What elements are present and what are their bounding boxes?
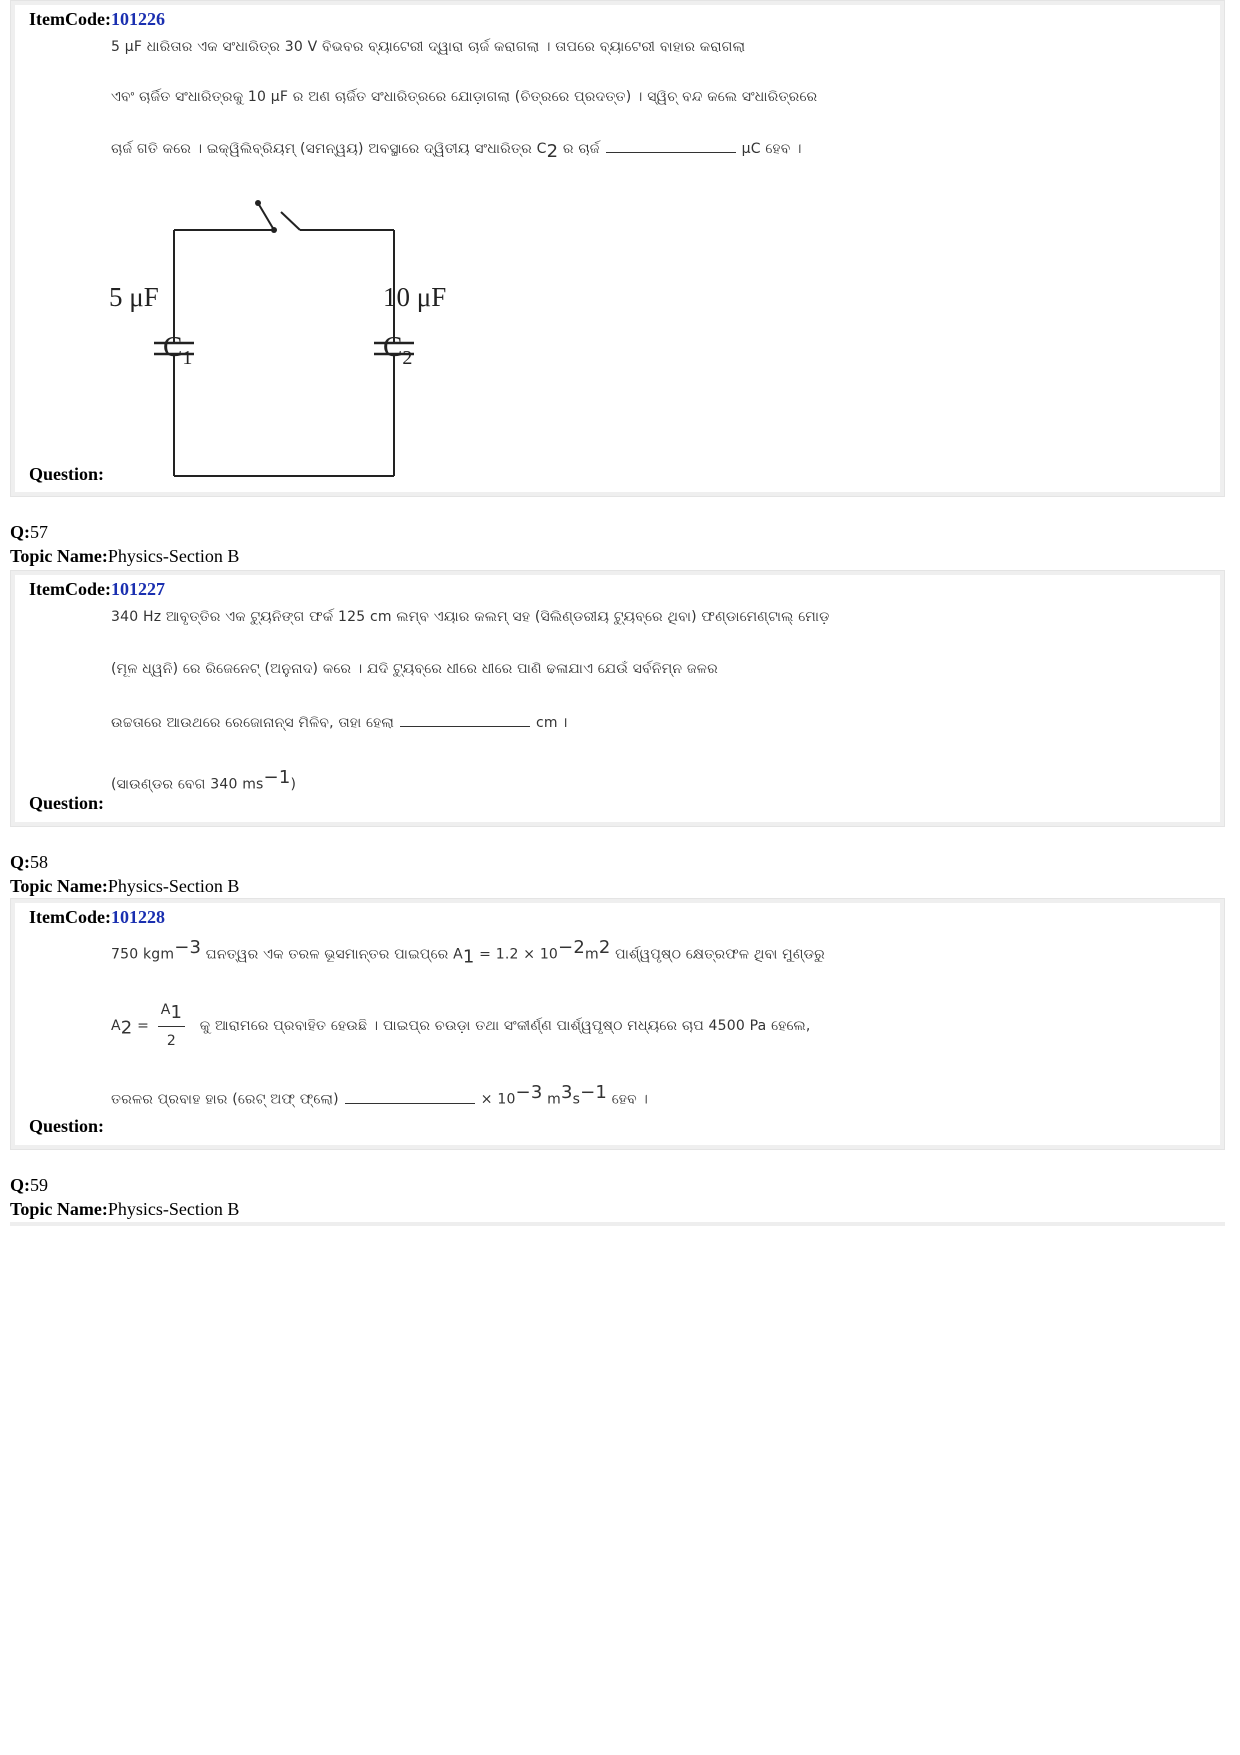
question-line-1 <box>111 937 1226 967</box>
topic-label: Topic Name: <box>10 1199 108 1219</box>
question-box-q58 <box>10 898 1225 1150</box>
item-code <box>29 579 165 600</box>
line3-text-c: μC ହେବ । <box>741 141 802 158</box>
line3-text-a: ଉଚ୍ଚତାରେ ଆଉଥରେ ରେଜୋନାନ୍ସ ମିଳିବ, ତାହା ହେଲା <box>111 715 395 731</box>
q-label: Q: <box>10 522 30 542</box>
c2-value: 10 μF <box>383 282 447 312</box>
switch-pivot <box>255 200 261 206</box>
circuit-diagram <box>101 196 501 486</box>
question-line-2: ଏବଂ ଚାର୍ଜିତ ସଂଧାରିତ୍ରକୁ 10 μF ର ଅଣ ଚାର୍ଜିତ ସଂଧାରିତ୍ରରେ ଯୋଡ଼ାଗଲା (ଚିତ୍ରରେ ପ୍ରଦତ୍ତ) । ସ୍ୱିଚ୍ ବନ୍ଦ କଲେ ସଂଧାରିତ୍ରରେ <box>111 89 818 105</box>
q-label: Q: <box>10 852 30 872</box>
line1-sup3: 2 <box>598 937 611 958</box>
line2-lhs-sub: 2 <box>120 1017 133 1039</box>
topic-label: Topic Name: <box>10 546 108 566</box>
equals-sign: = <box>137 1017 154 1034</box>
question-number <box>10 1175 48 1196</box>
line3-text-d: s <box>572 1091 581 1108</box>
question-label: Question: <box>29 464 105 484</box>
line1-text-a: 750 kgm <box>111 946 175 963</box>
item-code-value: 101226 <box>110 9 165 29</box>
line4-sup: −1 <box>263 767 291 788</box>
question-line-2: (ମୂଳ ଧ୍ୱନି) ରେ ରିଜେନେଟ୍ (ଅନୁନାଦ) କରେ । ଯଦି ଟ୍ୟୁବ୍‌ରେ ଧୀରେ ଧୀରେ ପାଣି ଢଳାଯାଏ ଯେଉଁ ସର୍ବନିମ୍ନ ଜଳର <box>111 661 718 677</box>
fraction-denominator: 2 <box>166 1032 176 1049</box>
topic-name <box>10 876 239 897</box>
c2-name-sub: 2 <box>402 347 413 369</box>
c1-name-sub: 1 <box>182 347 193 369</box>
question-label: Question: <box>29 793 105 813</box>
item-code-label: ItemCode: <box>29 907 111 927</box>
item-code-value: 101227 <box>110 579 165 599</box>
q-label: Q: <box>10 1175 30 1195</box>
line1-text-d: m <box>584 946 599 963</box>
q-number: 57 <box>30 522 48 542</box>
question-line-1: 5 μF ଧାରିତାର ଏକ ସଂଧାରିତ୍ର 30 V ବିଭବର ବ୍ୟାଟେରୀ ଦ୍ୱାରା ଚାର୍ଜ କରାଗଲା । ତାପରେ ବ୍ୟାଟେରୀ ବାହାର କରାଗଲା <box>111 39 746 55</box>
answer-blank <box>606 152 736 153</box>
question-line-2 <box>111 997 1226 1055</box>
fraction <box>158 997 185 1055</box>
fraction-numerator <box>158 997 185 1027</box>
divider <box>10 1222 1225 1226</box>
line3-text-b: ର ଚାର୍ଜ <box>558 141 600 158</box>
question-line-4 <box>111 767 1226 793</box>
question-box-q57 <box>10 570 1225 827</box>
line3-sup3: −1 <box>580 1082 608 1103</box>
question-line-3 <box>111 141 1226 162</box>
line3-sub: 2 <box>546 141 559 162</box>
question-line-1: 340 Hz ଆବୃତ୍ତିର ଏକ ଟ୍ୟୁନିଙ୍ଗ ଫର୍କ 125 cm ଲମ୍ବ ଏୟାର କଲମ୍ ସହ (ସିଲିଣ୍ଡରୀୟ ଟ୍ୟୁବ୍‌ରେ ଥିବା) ଫଣ୍ଡାମେଣ୍ଟାଲ୍ ମୋଡ଼ <box>111 609 830 625</box>
line1-sub: 1 <box>462 946 475 968</box>
item-code <box>29 907 165 928</box>
numerator-letter: A <box>160 1002 171 1018</box>
item-code-label: ItemCode: <box>29 579 111 599</box>
line3-text-e: ହେବ । <box>607 1091 649 1108</box>
switch-lever <box>258 203 274 230</box>
line3-text-a: ଚାର୍ଜ ଗତି କରେ । ଇକ୍ୱିଲିବ୍ରିୟମ୍ (ସମନ୍ୱୟ) ଅବସ୍ଥାରେ ଦ୍ୱିତୀୟ ସଂଧାରିତ୍ର C <box>111 141 547 158</box>
topic-label: Topic Name: <box>10 876 108 896</box>
line1-sup2: −2 <box>558 937 585 958</box>
c1-name-letter: C <box>163 331 183 363</box>
line1-text-c: = 1.2 × 10 <box>474 946 559 963</box>
c2-name-letter: C <box>383 331 403 363</box>
item-code-label: ItemCode: <box>29 9 111 29</box>
question-number <box>10 852 48 873</box>
line4-text-a: (ସାଉଣ୍ଡର ବେଗ 340 ms <box>111 776 264 793</box>
line4-text-b: ) <box>290 776 297 793</box>
c1-name <box>163 331 192 369</box>
line1-text-b: ଘନତ୍ୱର ଏକ ତରଳ ଭୂସମାନ୍ତର ପାଇପ୍‌ରେ A <box>201 946 463 963</box>
answer-blank <box>400 726 530 727</box>
question-label: Question: <box>29 1116 105 1136</box>
line3-text-b: × 10 <box>480 1091 516 1108</box>
line3-text-c: m <box>542 1091 561 1108</box>
line2-text-b: କୁ ଆରାମରେ ପ୍ରବାହିତ ହେଉଛି । ପାଇପ୍‌ର ଚଉଡ଼ା ତଥା ସଂକୀର୍ଣ୍ଣ ପାର୍ଶ୍ୱପୃଷ୍ଠ ମଧ୍ୟରେ ଚାପ 4500 Pa ହେଲେ, <box>199 1017 811 1034</box>
c2-name <box>383 331 412 369</box>
question-number <box>10 522 48 543</box>
line3-sup2: 3 <box>560 1082 573 1103</box>
question-line-3 <box>111 1082 1226 1108</box>
switch-contact <box>271 227 277 233</box>
topic-name <box>10 546 239 567</box>
line3-sup: −3 <box>515 1082 543 1103</box>
item-code <box>29 9 165 30</box>
line3-text-b: cm । <box>536 715 568 731</box>
q-number: 58 <box>30 852 48 872</box>
question-line-3 <box>111 713 1226 732</box>
topic-value: Physics-Section B <box>107 1199 240 1219</box>
answer-blank <box>345 1103 475 1104</box>
item-code-value: 101228 <box>110 907 165 927</box>
topic-value: Physics-Section B <box>107 876 240 896</box>
numerator-sub: 1 <box>170 1001 183 1023</box>
topic-name <box>10 1199 239 1220</box>
line1-sup: −3 <box>174 937 202 958</box>
line2-lhs: A <box>111 1017 121 1034</box>
question-box-q56 <box>10 0 1225 497</box>
line1-text-e: ପାର୍ଶ୍ୱପୃଷ୍ଠ କ୍ଷେତ୍ରଫଳ ଥିବା ମୁଣ୍ଡରୁ <box>610 946 825 963</box>
line3-text-a: ତରଳର ପ୍ରବାହ ହାର (ରେଟ୍ ଅଫ୍ ଫ୍ଲୋ) <box>111 1091 339 1108</box>
topic-value: Physics-Section B <box>107 546 240 566</box>
q-number: 59 <box>30 1175 48 1195</box>
c1-value: 5 μF <box>109 282 159 312</box>
